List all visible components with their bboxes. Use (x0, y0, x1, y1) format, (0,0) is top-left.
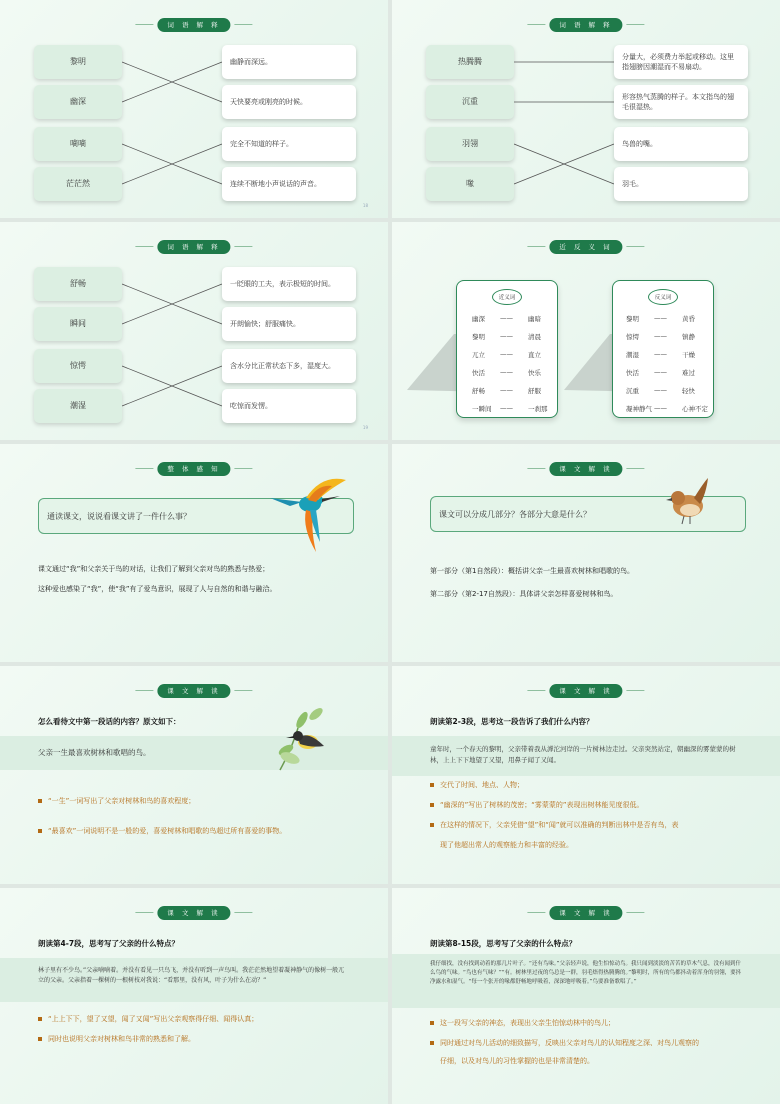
section-tag: 词 语 解 释 (157, 18, 230, 32)
section-tag: 近 反 义 词 (549, 240, 622, 254)
bullet-text: “上上下下，望了又望，闻了又闻”写出父亲观察得仔细、闻得认真； (48, 1015, 259, 1023)
question-title: 朗读第2-3段，思考这一段告诉了我们什么内容？ (430, 717, 594, 726)
bullet-text: “最喜欢”一词说明不是一般的爱，喜爱树林和唱歌的鸟超过所有喜爱的事物。 (48, 827, 287, 835)
definition-box: 幽静而深远。 (222, 45, 356, 79)
pair-left-word: 幽深 (472, 315, 485, 323)
bullet-text: 在这样的情况下，父亲凭借“望”和“闻”就可以准确的判断出林中是否有鸟，表 (440, 821, 679, 829)
pair-left-word: 黎明 (626, 315, 639, 323)
slide-vocab-1 (0, 0, 388, 218)
term-box: 惊愕 (34, 349, 122, 383)
card-shadow (392, 222, 780, 440)
definition-box: 天快要亮或刚亮的时候。 (222, 85, 356, 119)
hummingbird-icon (262, 476, 352, 556)
question-title: 怎么看待文中第一段话的内容？原文如下： (38, 717, 181, 726)
section-tag: 课 文 解 读 (549, 462, 622, 476)
bullet-point (38, 824, 286, 838)
pair-dash: —— (500, 350, 513, 358)
pair-left-word: 凝神静气 (626, 405, 652, 413)
bullet-text: 同时通过对鸟儿活动的细致描写，反映出父亲对鸟儿的认知程度之深、对鸟儿观察的 (440, 1039, 699, 1047)
bird-on-branch-icon (268, 698, 330, 772)
sparrow-icon (664, 476, 712, 526)
quote-band: 童年时，一个春天的黎明，父亲带着我从滹沱河岸的一片树林边走过。父亲突然站定，朝幽深的雾蒙蒙的树林，上上下下地望了又望，用鼻子闻了又闻。 (392, 736, 780, 776)
definition-box: 吃惊而发愣。 (222, 389, 356, 423)
bullet-dot (430, 823, 434, 827)
bullet-point (430, 1036, 699, 1050)
antonym-card (612, 280, 714, 418)
slide-structure (392, 444, 780, 662)
section-tag: 词 语 解 释 (157, 240, 230, 254)
bullet-text: 这一段写父亲的神态，表现出父亲生怕惊动林中的鸟儿； (440, 1019, 615, 1027)
page-number: 18 (362, 203, 368, 208)
definition-box: 含水分比正常状态下多，湿度大。 (222, 349, 356, 383)
section-tag: 课 文 解 读 (157, 906, 230, 920)
term-box: 热腾腾 (426, 45, 514, 79)
pair-left-word: 黎明 (472, 333, 485, 341)
pair-right-word: 舒服 (528, 387, 541, 395)
question-title: 朗读第8-15段，思考写了父亲的什么特点？ (430, 939, 577, 948)
quote-band: 我仔细找，没有找到动着的那几片叶子。“还有鸟味。”父亲轻声说，他生怕惊动鸟。我只闻到淡淡的苦苦的草木气息，没有闻到什么鸟的气味。“鸟也有气味？”“有。树林里过夜的鸟总是一群，羽毛焐得热腾腾的。”黎明时，所有的鸟都抖动着浑身的羽翎，要抖净露水和湿气。“每一个张开的喙都舒畅地呼吸着，深深地呼吸着。”鸟要准备歌唱了。” (392, 954, 780, 1008)
definition-box: 开朗愉快；舒服痛快。 (222, 307, 356, 341)
pair-dash: —— (654, 314, 667, 322)
bullet-text: “幽深的”写出了树林的茂密；“雾蒙蒙的”表现出树林能见度很低。 (440, 801, 644, 809)
bullet-dot (38, 799, 42, 803)
page-number: 19 (362, 425, 368, 430)
term-box: 喙 (426, 167, 514, 201)
section-tag: 词 语 解 释 (549, 18, 622, 32)
pair-dash: —— (654, 386, 667, 394)
pair-dash: —— (500, 332, 513, 340)
definition-box: 分量大，必须费力举起或移动。这里指翅膀因潮湿而不易扇动。 (614, 45, 748, 79)
pair-left-word: 快活 (626, 369, 639, 377)
bullet-point (38, 794, 195, 808)
pair-right-word: 清晨 (528, 333, 541, 341)
pair-left-word: 潮湿 (626, 351, 639, 359)
pair-right-word: 心神不定 (682, 405, 708, 413)
bullet-text: “一生”一词写出了父亲对树林和鸟的喜欢程度； (48, 797, 196, 805)
section-tag: 课 文 解 读 (157, 684, 230, 698)
definition-box: 形容热气蒸腾的样子。本文指鸟的翅毛很湿热。 (614, 85, 748, 119)
pair-dash: —— (654, 350, 667, 358)
synonym-card (456, 280, 558, 418)
pair-right-word: 黄昏 (682, 315, 695, 323)
slide-reading-3 (0, 888, 388, 1104)
bullet-point (430, 798, 644, 812)
bullet-point (38, 1012, 258, 1026)
question-box: 课文可以分成几部分？各部分大意是什么？ (430, 496, 746, 532)
section-tag: 整 体 感 知 (157, 462, 230, 476)
term-box: 幽深 (34, 85, 122, 119)
definition-box: 羽毛。 (614, 167, 748, 201)
answer-line: 课文通过“我”和父亲关于鸟的对话，让我们了解到父亲对鸟的熟悉与热爱； (38, 565, 270, 573)
term-box: 瞬间 (34, 307, 122, 341)
pair-dash: —— (500, 368, 513, 376)
pair-left-word: 快活 (472, 369, 485, 377)
pair-left-word: 沉重 (626, 387, 639, 395)
pair-left-word: 舒畅 (472, 387, 485, 395)
slide-overall-perception (0, 444, 388, 662)
bullet-dot (430, 1041, 434, 1045)
pair-left-word: 一瞬间 (472, 405, 492, 413)
definition-box: 完全不知道的样子。 (222, 127, 356, 161)
pair-right-word: 难过 (682, 369, 695, 377)
bullet-text: 交代了时间、地点、人物； (440, 781, 524, 789)
bullet-point (38, 1032, 195, 1046)
pair-left-word: 兀立 (472, 351, 485, 359)
bullet-text: 同时也说明父亲对树林和鸟非常的熟悉和了解。 (48, 1035, 195, 1043)
answer-line: 第二部分（第2-17自然段）：具体讲父亲怎样喜爱树林和鸟。 (430, 590, 618, 598)
question-title: 朗读第4-7段，思考写了父亲的什么特点？ (38, 939, 180, 948)
question-box: 通读课文，说说看课文讲了一件什么事？ (38, 498, 354, 534)
pair-dash: —— (500, 386, 513, 394)
term-box: 羽翎 (426, 127, 514, 161)
bullet-dot (38, 1017, 42, 1021)
bullet-continuation: 仔细，以及对鸟儿的习性掌握的也是非常清楚的。 (440, 1057, 594, 1065)
pair-dash: —— (500, 314, 513, 322)
slide-reading-4 (392, 888, 780, 1104)
bullet-dot (430, 1021, 434, 1025)
pair-right-word: 干燥 (682, 351, 695, 359)
pair-right-word: 直立 (528, 351, 541, 359)
slide-reading-2 (392, 666, 780, 884)
pair-dash: —— (654, 332, 667, 340)
bullet-point (430, 1016, 615, 1030)
bullet-point (430, 778, 524, 792)
definition-box: 鸟兽的嘴。 (614, 127, 748, 161)
pair-left-word: 惊愕 (626, 333, 639, 341)
pair-right-word: 快乐 (528, 369, 541, 377)
answer-line: 第一部分（第1自然段）：概括讲父亲一生最喜欢树林和唱歌的鸟。 (430, 567, 634, 575)
pair-right-word: 一刹那 (528, 405, 548, 413)
pair-right-word: 镇静 (682, 333, 695, 341)
slide-reading-1 (0, 666, 388, 884)
term-box: 舒畅 (34, 267, 122, 301)
slide-synonyms-antonyms (392, 222, 780, 440)
section-tag: 课 文 解 读 (549, 684, 622, 698)
term-box: 潮湿 (34, 389, 122, 423)
quote-band: 父亲一生最喜欢树林和歌唱的鸟。 (0, 736, 388, 770)
pair-right-word: 幽暗 (528, 315, 541, 323)
term-box: 嘀嘀 (34, 127, 122, 161)
bullet-dot (430, 783, 434, 787)
term-box: 沉重 (426, 85, 514, 119)
antonym-title: 反义词 (648, 289, 678, 305)
bullet-point (430, 818, 679, 832)
slide-vocab-3 (0, 222, 388, 440)
answer-line: 这种爱也感染了“我”，使“我”有了爱鸟意识，展现了人与自然的和谐与融洽。 (38, 585, 277, 593)
bullet-dot (38, 829, 42, 833)
quote-band: 林子里有不少鸟。”父亲喃喃着。并没有看见一只鸟飞，并没有听到一声鸟叫。我茫茫然地望着凝神静气的像树一般兀立的父亲。父亲指着一棵树的一根树枝对我说：“看那里，没有风，叶子为什么在动？” (0, 958, 388, 1002)
slide-vocab-2 (392, 0, 780, 218)
term-box: 黎明 (34, 45, 122, 79)
section-tag: 课 文 解 读 (549, 906, 622, 920)
pair-dash: —— (500, 404, 513, 412)
synonym-title: 近义词 (492, 289, 522, 305)
bullet-dot (38, 1037, 42, 1041)
bullet-continuation: 现了他超出常人的观察能力和丰富的经验。 (440, 841, 573, 849)
bullet-dot (430, 803, 434, 807)
pair-right-word: 轻快 (682, 387, 695, 395)
pair-dash: —— (654, 368, 667, 376)
definition-box: 连续不断地小声说话的声音。 (222, 167, 356, 201)
pair-dash: —— (654, 404, 667, 412)
term-box: 茫茫然 (34, 167, 122, 201)
definition-box: 一眨眼的工夫，表示极短的时间。 (222, 267, 356, 301)
